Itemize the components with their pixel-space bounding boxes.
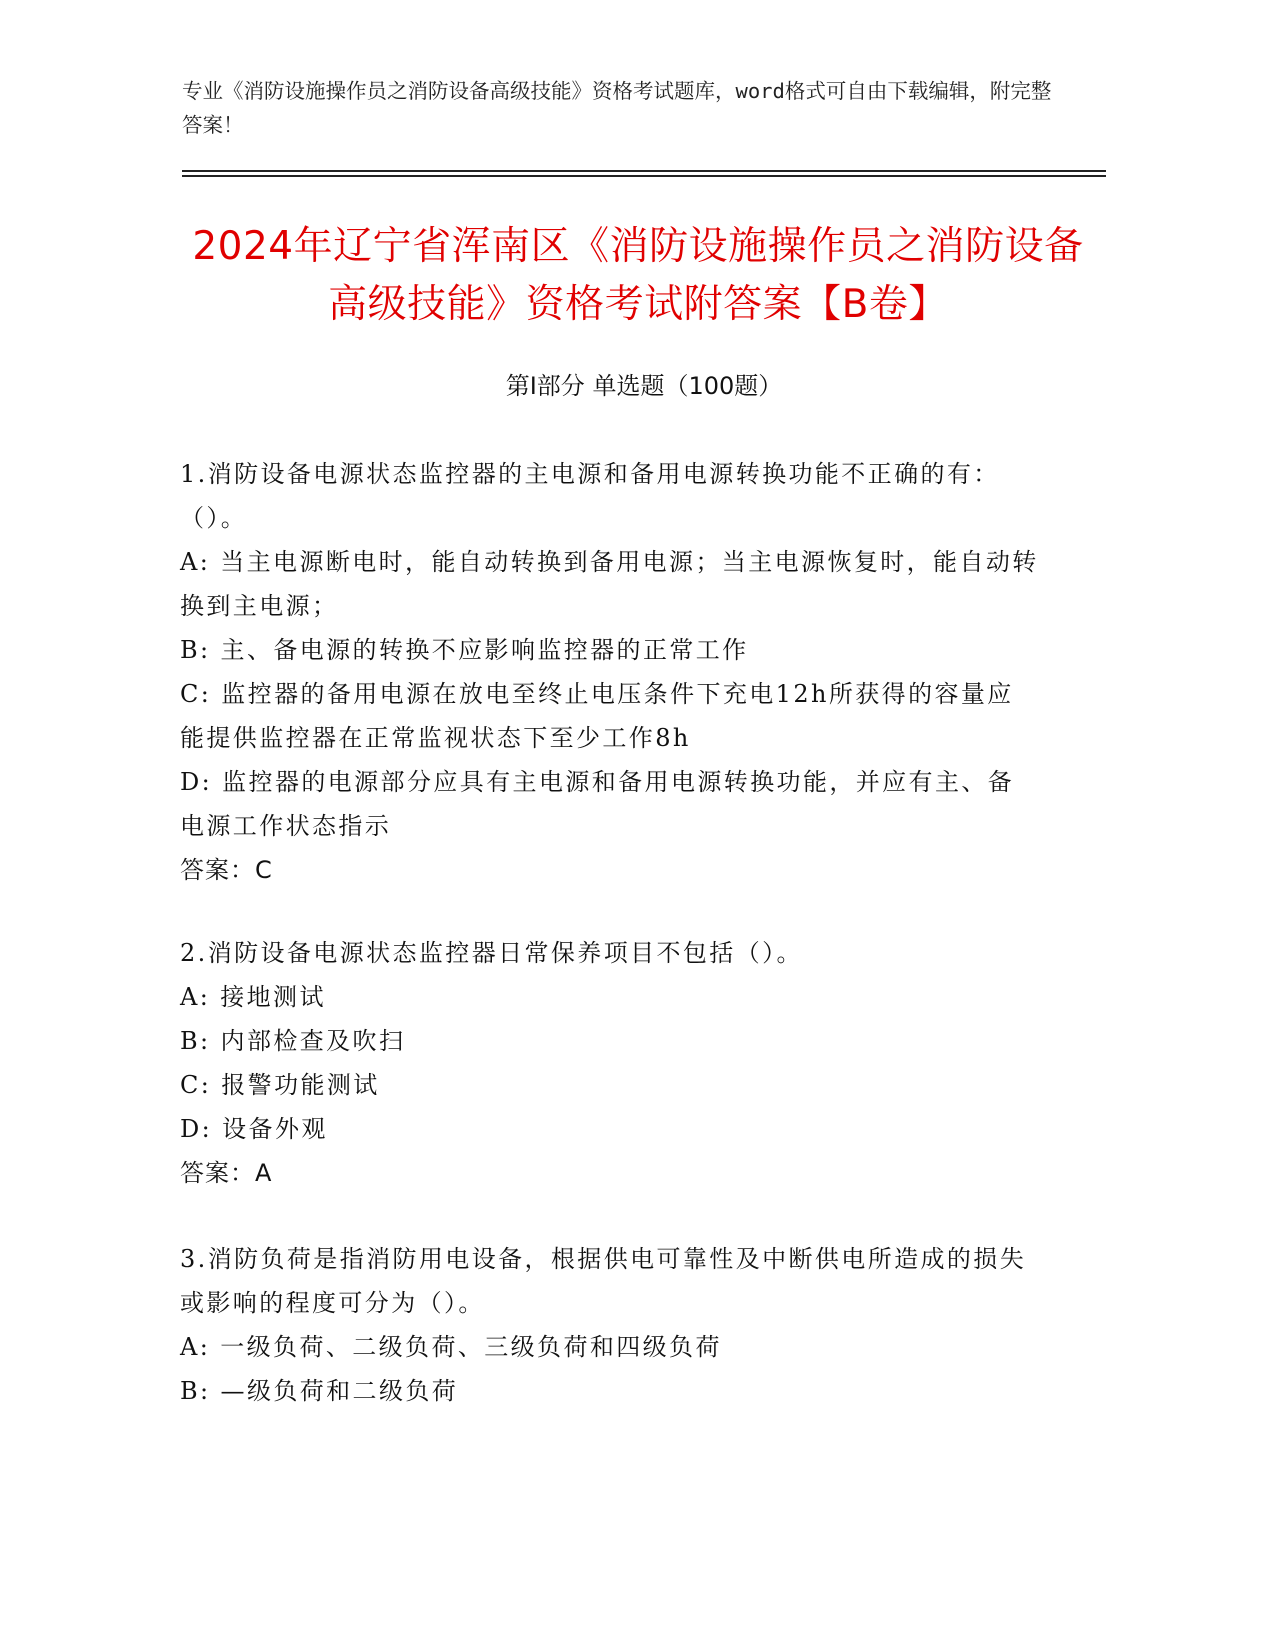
section-title: 第Ⅰ部分 单选题（100题） bbox=[505, 372, 783, 400]
option-c: C: 报警功能测试 bbox=[180, 1071, 380, 1099]
option-a: A: 接地测试 bbox=[180, 983, 326, 1011]
option-d: D: 设备外观 bbox=[180, 1115, 328, 1143]
header-divider-top bbox=[182, 170, 1106, 172]
question-3 bbox=[180, 1237, 1040, 1413]
option-c: C: 监控器的备用电源在放电至终止电压条件下充电12h所获得的容量应能提供监控器在正常监视状态下至少工作8h bbox=[180, 680, 1014, 752]
option-b: B: 内部检查及吹扫 bbox=[180, 1027, 406, 1055]
answer: 答案：A bbox=[180, 1159, 273, 1187]
answer: 答案：C bbox=[180, 856, 273, 884]
question-1 bbox=[180, 452, 1040, 892]
question-stem: 1.消防设备电源状态监控器的主电源和备用电源转换功能不正确的有：（）。 bbox=[180, 460, 1000, 532]
option-d: D: 监控器的电源部分应具有主电源和备用电源转换功能，并应有主、备电源工作状态指示 bbox=[180, 768, 1015, 840]
document-title: 2024年辽宁省浑南区《消防设施操作员之消防设备高级技能》资格考试附答案【B卷】 bbox=[192, 224, 1084, 327]
option-a: A: 一级负荷、二级负荷、三级负荷和四级负荷 bbox=[180, 1333, 722, 1361]
option-a: A: 当主电源断电时，能自动转换到备用电源；当主电源恢复时，能自动转换到主电源； bbox=[180, 548, 1039, 620]
header-note: 专业《消防设施操作员之消防设备高级技能》资格考试题库，word格式可自由下载编辑，附完整答案！ bbox=[182, 79, 1052, 137]
option-b: B: —级负荷和二级负荷 bbox=[180, 1377, 459, 1405]
question-stem: 3.消防负荷是指消防用电设备，根据供电可靠性及中断供电所造成的损失或影响的程度可分为（）。 bbox=[180, 1245, 1027, 1317]
option-b: B: 主、备电源的转换不应影响监控器的正常工作 bbox=[180, 636, 749, 664]
question-stem: 2.消防设备电源状态监控器日常保养项目不包括（）。 bbox=[180, 939, 803, 967]
header-divider-bottom bbox=[182, 175, 1106, 177]
question-2 bbox=[180, 931, 1040, 1195]
